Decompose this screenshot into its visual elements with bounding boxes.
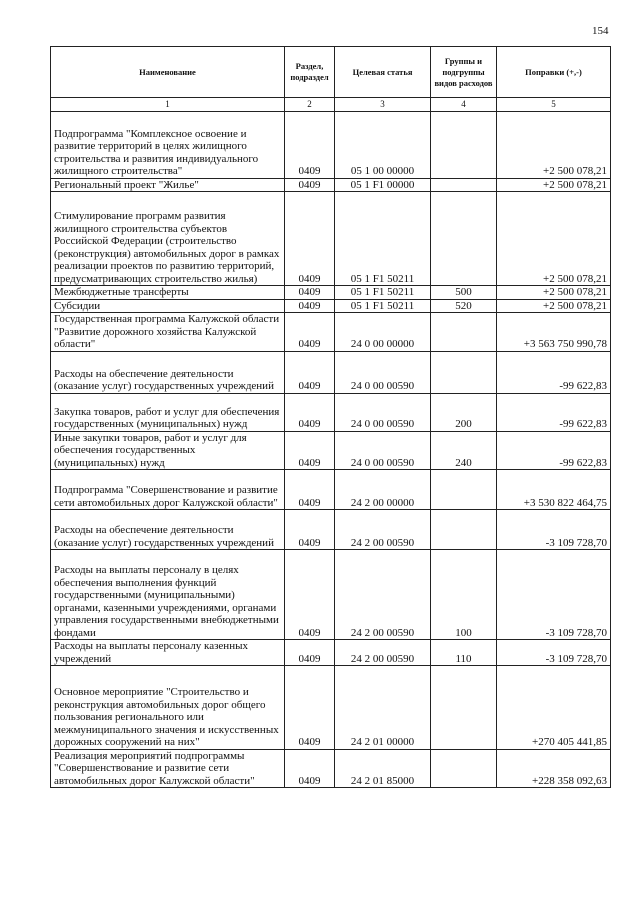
cell-group: 500	[431, 286, 497, 300]
cell-name: Закупка товаров, работ и услуг для обеспечения государственных (муниципальных) нужд	[51, 393, 285, 431]
cell-amount: -99 622,83	[497, 431, 611, 470]
cell-amount: +2 500 078,21	[497, 111, 611, 178]
table-row	[51, 550, 611, 640]
cell-name: Стимулирование программ развития жилищного строительства субъектов Российской Федерации (строительство (реконструкция) автомобильных дорог в рамках реализации проектов по развитию территорий, предусматривающих строительство жилья)	[51, 192, 285, 286]
table-row	[51, 431, 611, 470]
cell-section: 0409	[285, 510, 335, 550]
cell-section: 0409	[285, 393, 335, 431]
cell-target: 05 1 F1 00000	[335, 178, 431, 192]
cell-section: 0409	[285, 351, 335, 393]
table-row	[51, 111, 611, 178]
cell-target: 24 2 00 00590	[335, 510, 431, 550]
cell-name: Расходы на обеспечение деятельности (оказание услуг) государственных учреждений	[51, 351, 285, 393]
table-row	[51, 749, 611, 788]
cell-section: 0409	[285, 666, 335, 750]
cell-amount: -99 622,83	[497, 393, 611, 431]
cell-group	[431, 749, 497, 788]
cell-group	[431, 351, 497, 393]
cell-group	[431, 313, 497, 352]
cell-target: 05 1 F1 50211	[335, 299, 431, 313]
header-target: Целевая статья	[335, 47, 431, 98]
cell-target: 24 2 01 85000	[335, 749, 431, 788]
cell-amount: +2 500 078,21	[497, 299, 611, 313]
cell-amount: -3 109 728,70	[497, 510, 611, 550]
cell-section: 0409	[285, 640, 335, 666]
cell-name: Расходы на выплаты персоналу в целях обеспечения выполнения функций государственными (муниципальными) органами, казенными учреждениями, органами управления государственными внебюджетными фондами	[51, 550, 285, 640]
colnum-1: 1	[51, 98, 285, 112]
table-row	[51, 470, 611, 510]
cell-group	[431, 666, 497, 750]
table-row	[51, 299, 611, 313]
table-row	[51, 666, 611, 750]
cell-amount: -3 109 728,70	[497, 640, 611, 666]
cell-amount: +3 530 822 464,75	[497, 470, 611, 510]
cell-target: 24 2 00 00590	[335, 640, 431, 666]
cell-group	[431, 510, 497, 550]
cell-section: 0409	[285, 550, 335, 640]
table-row	[51, 640, 611, 666]
cell-section: 0409	[285, 192, 335, 286]
cell-target: 24 0 00 00590	[335, 431, 431, 470]
cell-section: 0409	[285, 431, 335, 470]
cell-target: 24 2 01 00000	[335, 666, 431, 750]
table-row	[51, 393, 611, 431]
table-row	[51, 313, 611, 352]
budget-amendments-table	[50, 46, 611, 788]
cell-name: Подпрограмма "Совершенствование и развитие сети автомобильных дорог Калужской области"	[51, 470, 285, 510]
cell-name: Расходы на выплаты персоналу казенных учреждений	[51, 640, 285, 666]
column-number-row	[51, 98, 611, 112]
cell-name: Межбюджетные трансферты	[51, 286, 285, 300]
colnum-2: 2	[285, 98, 335, 112]
cell-target: 05 1 F1 50211	[335, 286, 431, 300]
cell-section: 0409	[285, 470, 335, 510]
table-row	[51, 510, 611, 550]
cell-amount: +2 500 078,21	[497, 192, 611, 286]
cell-group: 240	[431, 431, 497, 470]
cell-section: 0409	[285, 299, 335, 313]
cell-amount: -99 622,83	[497, 351, 611, 393]
cell-name: Основное мероприятие "Строительство и реконструкция автомобильных дорог общего пользования регионального или межмуниципального значения и искусственных дорожных сооружений на них"	[51, 666, 285, 750]
colnum-3: 3	[335, 98, 431, 112]
cell-amount: -3 109 728,70	[497, 550, 611, 640]
cell-section: 0409	[285, 313, 335, 352]
cell-group	[431, 178, 497, 192]
cell-name: Субсидии	[51, 299, 285, 313]
colnum-4: 4	[431, 98, 497, 112]
cell-section: 0409	[285, 178, 335, 192]
cell-name: Реализация мероприятий подпрограммы "Совершенствование и развитие сети автомобильных дорог Калужской области"	[51, 749, 285, 788]
cell-amount: +3 563 750 990,78	[497, 313, 611, 352]
cell-amount: +228 358 092,63	[497, 749, 611, 788]
header-group: Группы и подгруппы видов расходов	[431, 47, 497, 98]
cell-target: 24 0 00 00000	[335, 313, 431, 352]
colnum-5: 5	[497, 98, 611, 112]
cell-group: 520	[431, 299, 497, 313]
cell-target: 24 2 00 00000	[335, 470, 431, 510]
table-row	[51, 178, 611, 192]
cell-name: Расходы на обеспечение деятельности (оказание услуг) государственных учреждений	[51, 510, 285, 550]
cell-name: Подпрограмма "Комплексное освоение и развитие территорий в целях жилищного строительства и развития индивидуального жилищного строительства"	[51, 111, 285, 178]
page-number: 154	[592, 25, 609, 37]
cell-group: 110	[431, 640, 497, 666]
table-row	[51, 192, 611, 286]
cell-group: 100	[431, 550, 497, 640]
cell-group: 200	[431, 393, 497, 431]
cell-amount: +270 405 441,85	[497, 666, 611, 750]
cell-group	[431, 470, 497, 510]
cell-target: 24 2 00 00590	[335, 550, 431, 640]
cell-section: 0409	[285, 749, 335, 788]
cell-name: Региональный проект "Жилье"	[51, 178, 285, 192]
cell-amount: +2 500 078,21	[497, 178, 611, 192]
header-section: Раздел, подраздел	[285, 47, 335, 98]
cell-section: 0409	[285, 286, 335, 300]
table-row	[51, 286, 611, 300]
cell-group	[431, 192, 497, 286]
cell-name: Иные закупки товаров, работ и услуг для обеспечения государственных (муниципальных) нужд	[51, 431, 285, 470]
cell-target: 24 0 00 00590	[335, 393, 431, 431]
table-header-row	[51, 47, 611, 98]
cell-section: 0409	[285, 111, 335, 178]
header-amend: Поправки (+,-)	[497, 47, 611, 98]
cell-target: 24 0 00 00590	[335, 351, 431, 393]
cell-name: Государственная программа Калужской области "Развитие дорожного хозяйства Калужской области"	[51, 313, 285, 352]
header-name: Наименование	[51, 47, 285, 98]
table-row	[51, 351, 611, 393]
cell-target: 05 1 F1 50211	[335, 192, 431, 286]
cell-target: 05 1 00 00000	[335, 111, 431, 178]
cell-amount: +2 500 078,21	[497, 286, 611, 300]
cell-group	[431, 111, 497, 178]
